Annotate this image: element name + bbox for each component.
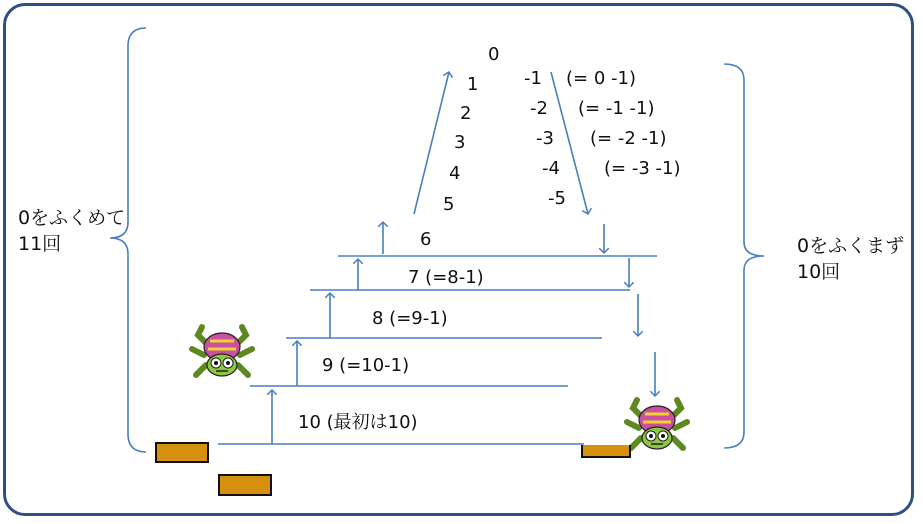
up-number-4: 4	[449, 163, 461, 184]
down-expr-1: (= 0 -1)	[566, 68, 636, 89]
block-left-lower	[218, 474, 272, 496]
down-value-3: -3	[536, 128, 554, 149]
left-label-line1: 0をふくめて	[18, 207, 126, 229]
down-value-5: -5	[548, 188, 566, 209]
down-expr-2: (= -1 -1)	[578, 98, 655, 119]
step-label-7: 7 (=8-1)	[408, 267, 484, 288]
up-number-1: 1	[467, 74, 479, 95]
down-expr-3: (= -2 -1)	[590, 128, 667, 149]
up-arrow-long	[414, 72, 449, 214]
right-label	[797, 234, 904, 285]
up-number-5: 5	[443, 194, 455, 215]
spider-character-icon	[192, 327, 252, 376]
step-label-9: 9 (=10-1)	[322, 355, 410, 376]
right-label-line2: 10回	[797, 260, 841, 283]
spider-character-icon	[627, 400, 687, 449]
right-label-line1: 0をふくまず	[797, 235, 905, 257]
step-label-10: 10 (最初は10)	[298, 412, 418, 433]
block-right	[581, 445, 631, 458]
up-number-6: 6	[420, 229, 432, 250]
left-label-line2: 11回	[18, 232, 62, 255]
down-expr-4: (= -3 -1)	[604, 158, 681, 179]
up-number-0: 0	[488, 44, 500, 65]
step-label-8: 8 (=9-1)	[372, 308, 448, 329]
left-label	[18, 206, 125, 257]
up-number-2: 2	[460, 103, 472, 124]
down-value-4: -4	[542, 158, 560, 179]
down-value-1: -1	[524, 68, 542, 89]
right-brace	[724, 64, 764, 448]
up-number-3: 3	[454, 132, 466, 153]
down-value-2: -2	[530, 98, 548, 119]
block-left-upper	[155, 442, 209, 463]
